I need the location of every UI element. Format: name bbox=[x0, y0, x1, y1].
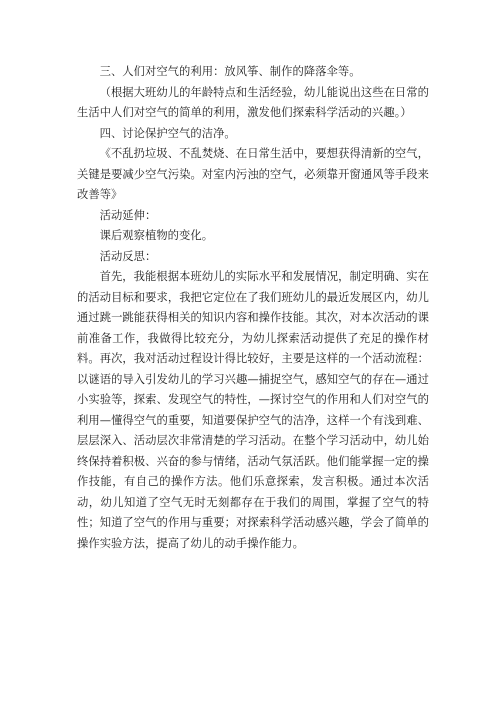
paragraph-activity-extension: 课后观察植物的变化。 bbox=[99, 229, 214, 242]
paragraph-activity-reflection: 首先，我能根据本班幼儿的实际水平和发展情况，制定明确、实在的活动目标和要求，我把它定位在了我们班幼儿的最近发展区内，幼儿通过跳一跳能获得相关的知识内容和操作技能。其次，对本次活动的课前准备工作，我做得比较充分，为幼儿探索活动提供了充足的操作材料。再次，我对活动过程设计得比较好，主要是这样的一个活动流程：以谜语的导入引发幼儿的学习兴趣—捕捉空气，感知空气的存在—通过小实验等，探索、发现空气的特性，—探讨空气的作用和人们对空气的利用—懂得空气的重要，知道要保护空气的洁净，这样一个有浅到难、层层深入、活动层次非常清楚的学习活动。在整个学习活动中，幼儿始终保持着积极、兴奋的参与情绪，活动气氛活跃。他们能掌握一定的操作技能，有自己的操作方法。他们乐意探索，发言积极。通过本次活动，幼儿知道了空气无时无刻都存在于我们的周围，掌握了空气的特性；知道了空气的作用与重要；对探索科学活动感兴趣，学会了简单的操作实验方法，提高了幼儿的动手操作能力。 bbox=[77, 270, 429, 550]
section-heading-air-usage: 三、人们对空气的利用：放风筝、制作的降落伞等。 bbox=[99, 65, 361, 78]
section-heading-air-protection: 四、讨论保护空气的洁净。 bbox=[99, 126, 236, 140]
paragraph-air-usage-note: （根据大班幼儿的年龄特点和生活经验，幼儿能说出这些在日常的生活中人们对空气的简单的利用，激发他们探索科学活动的兴趣。） bbox=[77, 85, 429, 119]
heading-activity-reflection: 活动反思： bbox=[99, 249, 157, 263]
paragraph-air-protection-note: 《不乱扔垃圾、不乱焚烧、在日常生活中，要想获得清新的空气，关键是要减少空气污染。对室内污浊的空气，必须靠开窗通风等手段来改善等》 bbox=[77, 147, 429, 201]
heading-activity-extension: 活动延伸： bbox=[99, 208, 157, 222]
document-page bbox=[77, 62, 429, 554]
